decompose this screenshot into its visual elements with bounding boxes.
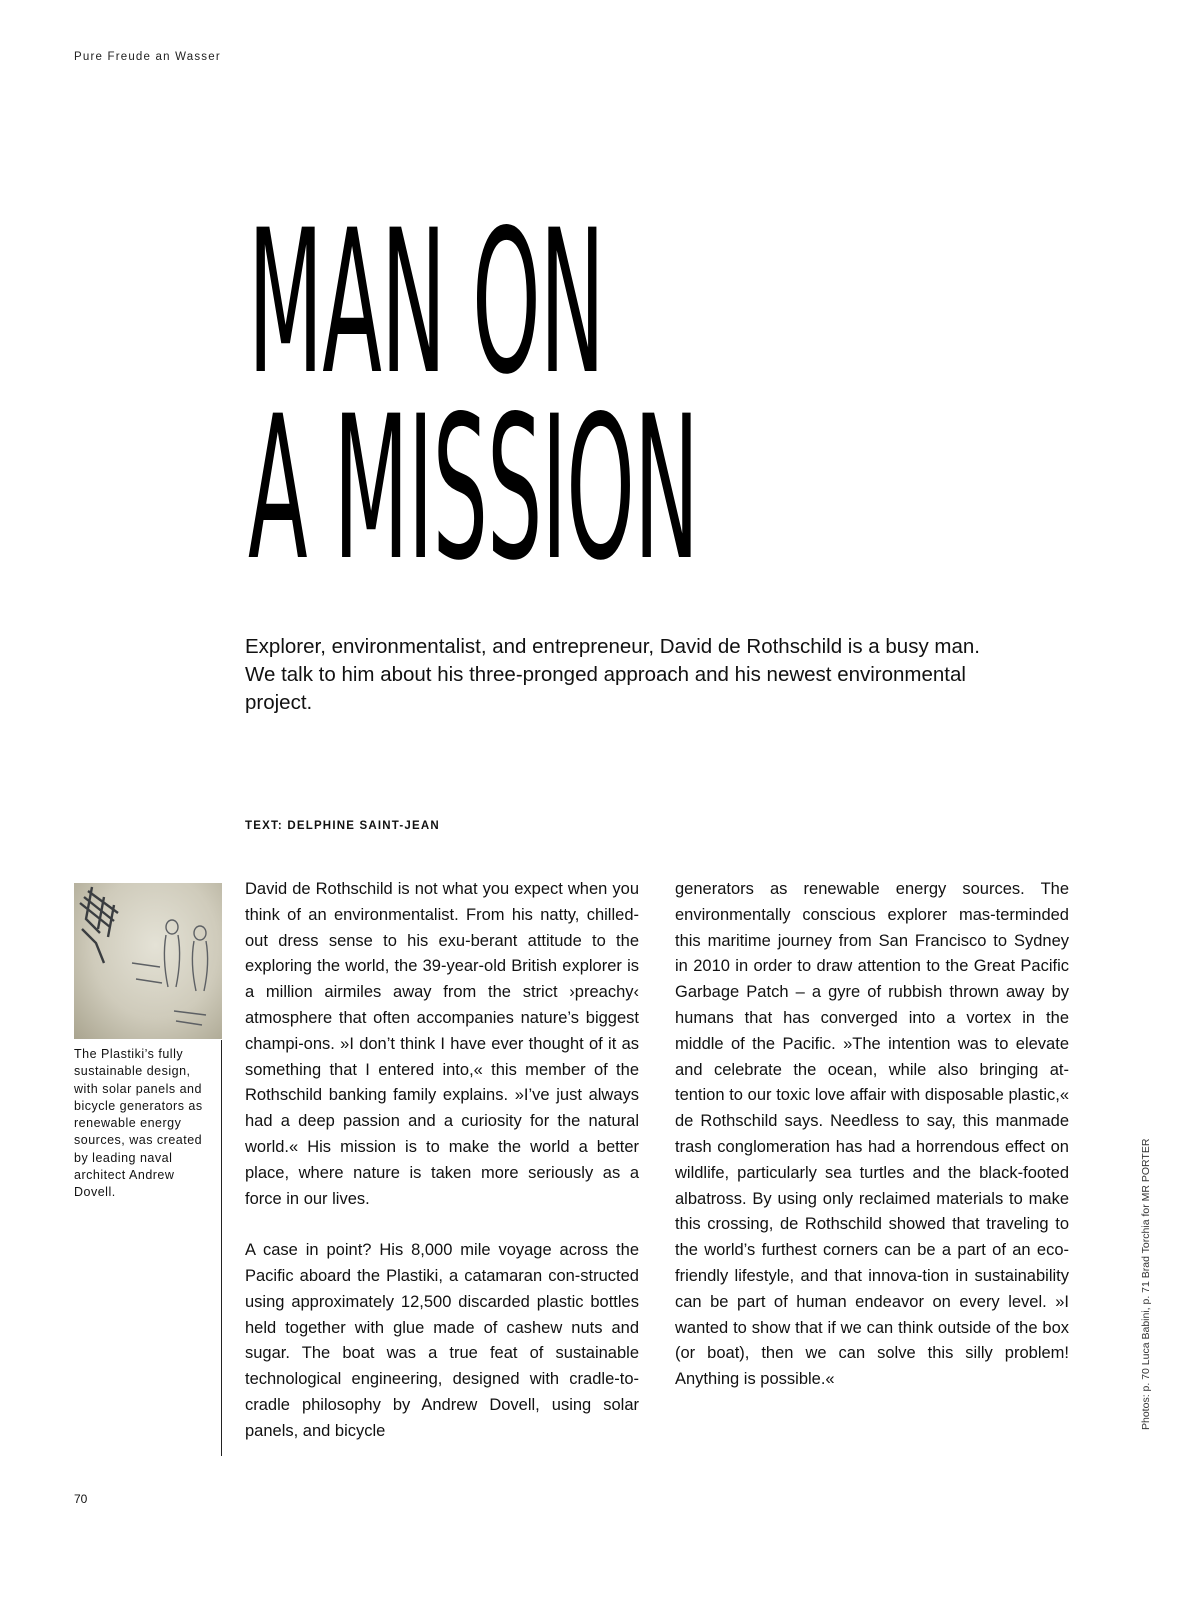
title-line-2: A MISSION — [248, 373, 699, 604]
body-column-2 — [675, 877, 1069, 1419]
article-dek: Explorer, environmentalist, and entrepreneur, David de Rothschild is a busy man. We talk to him about his three-pronged approach and his newest environmental project. — [245, 635, 980, 714]
body-paragraph: A case in point? His 8,000 mile voyage across the Pacific aboard the Plastiki, a catamaran con-structed using approximately 12,500 discarded plastic bottles held together with glue made of cashew nuts and sugar. The boat was a true feat of sustainable technological engineering, designed with cradle-to-cradle philosophy by Andrew Dovell, using solar panels, and bicycle — [245, 1241, 639, 1440]
caption-rule — [221, 1040, 222, 1456]
running-title: Pure Freude an Wasser — [74, 51, 221, 63]
photo-credit: Photos: p. 70 Luca Babini, p. 71 Brad Torchia for MR PORTER — [1140, 1138, 1152, 1430]
title-line-1: MAN ON — [248, 187, 605, 418]
body-paragraph: generators as renewable energy sources. The environmentally conscious explorer mas-terminded this maritime journey from San Francisco to Sydney in 2010 in order to draw attention to the Great Pacific Garbage Patch – a gyre of rubbish thrown away by humans that has converged into a vortex in the middle of the Pacific. »The intention was to elevate and celebrate the ocean, while also bringing at-tention to our toxic love affair with disposable plastic,« de Rothschild says. Needless to say, this manmade trash conglomeration has had a horrendous effect on wildlife, particularly sea turtles and the black-footed albatross. By using only reclaimed materials to make this crossing, de Rothschild showed that traveling to the world’s furthest corners can be a part of an eco-friendly lifestyle, and that innova-tion in sustainability can be part of human endeavor on every level. »I wanted to show that if we can think outside of the box (or boat), then we can solve this silly problem! Anything is possible.« — [675, 880, 1069, 1389]
body-column-1 — [245, 877, 639, 1470]
article-title — [248, 187, 699, 604]
byline: TEXT: DELPHINE SAINT-JEAN — [245, 820, 440, 832]
body-paragraph: David de Rothschild is not what you expect when you think of an environmentalist. From his natty, chilled-out dress sense to his exu-berant attitude to the exploring the world, the 39-year-old British explorer is a million airmiles away from the strict ›preachy‹ atmosphere that often accompanies nature’s biggest champi-ons. »I don’t think I have ever thought of it as something that I entered into,« this member of the Rothschild banking family explains. »I’ve just always had a deep passion and a curiosity for the natural world.« His mission is to make the world a better place, where nature is taken more seriously as a force in our lives. — [245, 880, 639, 1208]
page-number: 70 — [74, 1492, 88, 1506]
photo-caption: The Plastiki’s fully sustainable design, with solar panels and bicycle generators as renewable energy sources, was created by leading naval architect Andrew Dovell. — [74, 1047, 203, 1200]
plastiki-sketch-photo — [74, 883, 222, 1039]
